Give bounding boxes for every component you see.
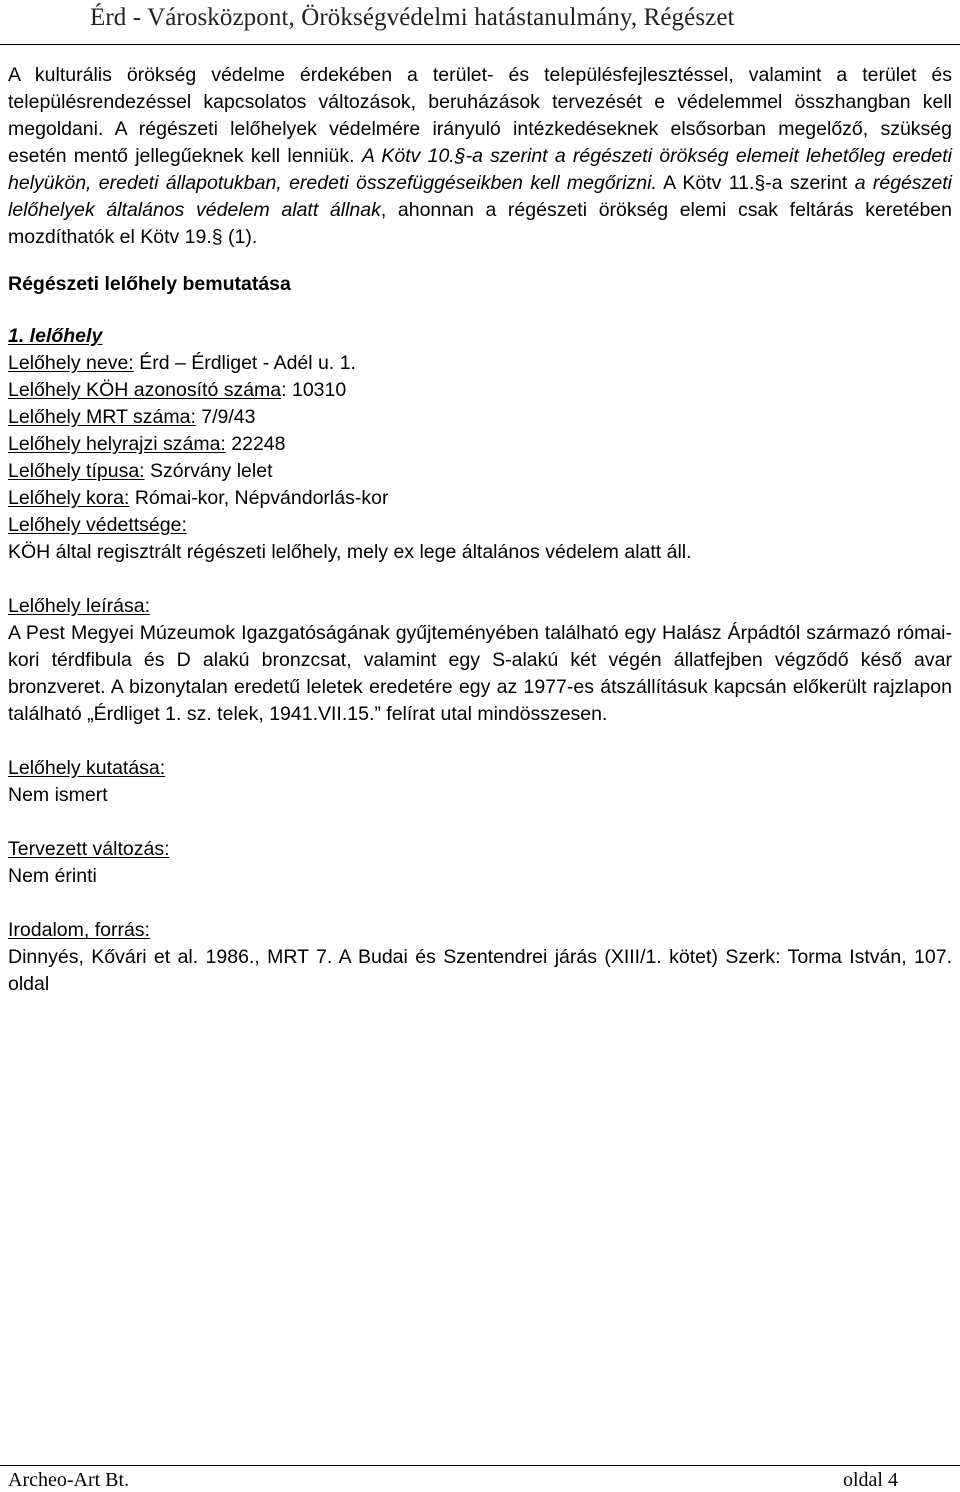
intro-law-text-19: , ahonnan a régészeti örökség elemi csak feltárás keretében mozdíthatók el Kötv 19. [8, 199, 952, 248]
page-body [8, 62, 952, 998]
intro-law-text-11: -a szerint [765, 172, 848, 194]
site-planned-change-value: Nem érinti [8, 865, 97, 887]
site-description-label: Lelőhely leírása: [8, 595, 151, 617]
site-koh-row [8, 377, 952, 404]
site-type-label: Lelőhely típusa: [8, 460, 145, 482]
site-name-row [8, 350, 952, 377]
header-title: Érd - Városközpont, Örökségvédelmi hatástanulmány, Régészet [90, 4, 735, 31]
site-type-row [8, 458, 952, 485]
page-footer [0, 1465, 960, 1489]
page-header [0, 0, 960, 45]
site-mrt-row [8, 404, 952, 431]
intro-text: A kulturális örökség védelme érdekében a terület- és településfejlesztéssel, valamint a terület és településrendezéssel kapcsolatos változások, beruházások tervezését e védelemmel összhangban kell megoldani. A régészeti lelőhelyek védelmére irányuló intézkedéseknek elsősorban megelőző, szükség esetén mentő jellegűeknek kell lenniük. [8, 64, 952, 167]
site-number-heading: 1. lelőhely [8, 325, 103, 347]
intro-law-ref-11: A Kötv 11. [663, 172, 755, 194]
site-mrt-value: 7/9/43 [195, 406, 256, 428]
site-type-value: Szórvány lelet [144, 460, 273, 482]
section-sign: § [754, 172, 766, 194]
site-name-value: Érd – Érdliget - Adél u. 1. [139, 352, 356, 374]
footer-company: Archeo-Art Bt. [8, 1469, 130, 1491]
section-sign: § [454, 145, 466, 167]
site-research-label: Lelőhely kutatása: [8, 757, 166, 779]
site-hrsz-label: Lelőhely helyrajzi száma: [8, 433, 226, 455]
site-mrt-label: Lelőhely MRT száma: [8, 406, 196, 428]
site-literature-value: Dinnyés, Kővári et al. 1986., MRT 7. A Budai és Szentendrei járás (XIII/1. kötet) Szerk: Torma István, 107. oldal [8, 946, 952, 995]
site-koh-label: Lelőhely KÖH azonosító száma [8, 379, 282, 401]
site-protection-label: Lelőhely védettsége: [8, 514, 187, 536]
site-planned-change-label: Tervezett változás: [8, 838, 170, 860]
site-name-label: Lelőhely neve: [8, 352, 134, 374]
section-sign: § [211, 226, 223, 248]
intro-law-ref-10: A Kötv 10. [361, 145, 455, 167]
intro-law-paragraph-ref: (1). [222, 226, 258, 248]
site-hrsz-row [8, 431, 952, 458]
intro-law-text-11-italic: a régészeti lelőhelyek általános védelem alatt állnak [8, 172, 952, 221]
intro-paragraph [8, 62, 952, 251]
site-koh-value: : 10310 [281, 379, 347, 401]
footer-page-number: oldal 4 [843, 1469, 898, 1491]
site-protection-value: KÖH által regisztrált régészeti lelőhely, mely ex lege általános védelem alatt áll. [8, 541, 692, 563]
site-literature-label: Irodalom, forrás: [8, 919, 150, 941]
site-description-value: A Pest Megyei Múzeumok Igazgatóságának gyűjteményében található egy Halász Árpádtól származó római-kori térdfibula és D alakú bronzcsat, valamint egy S-alakú két végén állatfejben végződő késő avar bronzveret. A bizonytalan eredetű leletek eredetére egy az 1977-es átszállításuk kapcsán előkerült rajzlapon található „Érdliget 1. sz. telek, 1941.VII.15.” felírat utal mindösszesen. [8, 622, 952, 725]
section-heading: Régészeti lelőhely bemutatása [8, 273, 291, 295]
site-age-row [8, 485, 952, 512]
site-age-value: Római-kor, Népvándorlás-kor [129, 487, 389, 509]
site-age-label: Lelőhely kora: [8, 487, 130, 509]
site-research-value: Nem ismert [8, 784, 108, 806]
site-hrsz-value: 22248 [225, 433, 286, 455]
intro-law-text-10: -a szerint a régészeti örökség elemeit lehetőleg eredeti helyükön, eredeti állapotukban, eredeti összefüggéseikben kell megőrizni. [8, 145, 952, 194]
